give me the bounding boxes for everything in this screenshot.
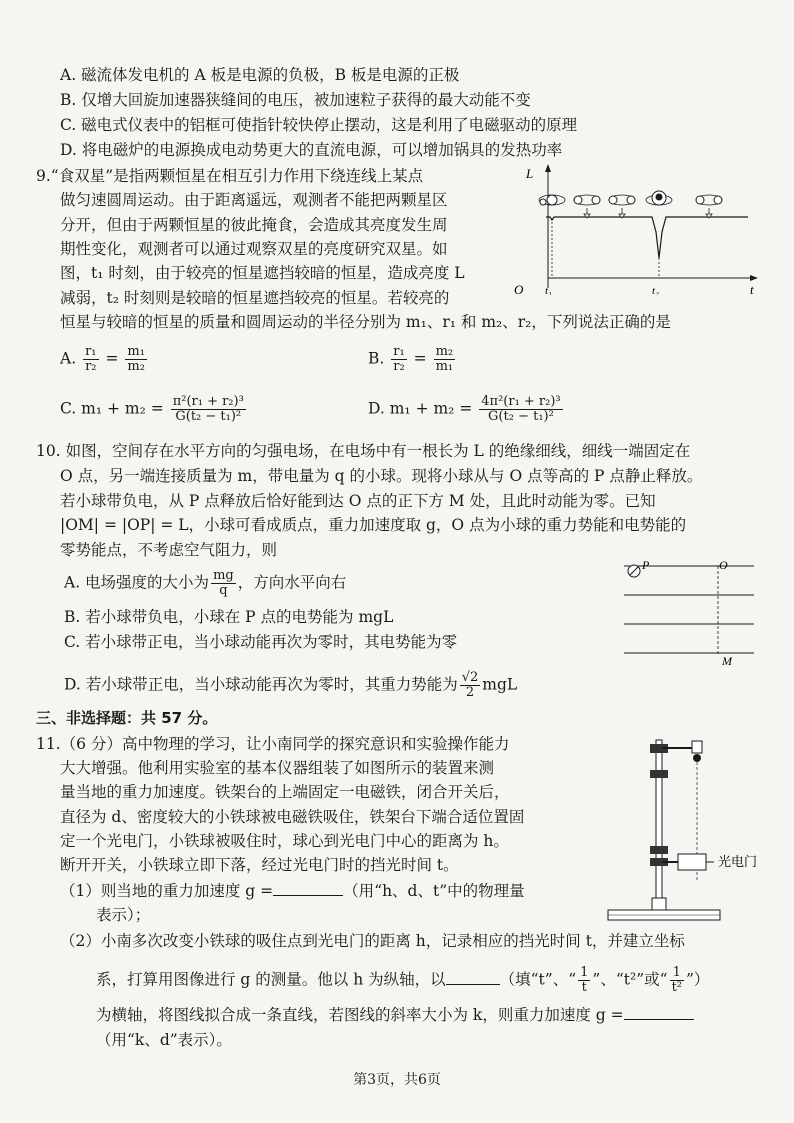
q11-sub1-line-1: （1）则当地的重力加速度 g = （用“h、d、t”中的物理量 <box>60 882 525 900</box>
q11-frac-1-over-t: $\frac{1}{t}$ <box>580 965 589 995</box>
o-label: O <box>719 558 728 572</box>
brightness-curve <box>546 217 748 258</box>
iron-ball-icon <box>693 754 701 762</box>
q8-option-a: A. 磁流体发电机的 A 板是电源的负极，B 板是电源的正极 <box>60 66 460 84</box>
q8-option-b: B. 仅增大回旋加速器狭缝间的电压，被加速粒子获得的最大动能不变 <box>60 91 531 109</box>
q10-option-d: D. 若小球带正电，当小球动能再次为零时，其重力势能为 $\frac{√2}{2}$ mgL <box>64 670 518 700</box>
q9-option-c-frac: $\frac{\text{π²(r₁ + r₂)³}}{\text{G(t₂ − t₁)²}}$ <box>172 394 244 424</box>
page-footer: 第3页，共6页 <box>353 1072 441 1088</box>
q11-sub2-line-2: 系，打算用图像进行 g 的测量。他以 h 为纵轴，以 （填“t”、“ $\frac{1}{t}$ ”、“t²”或“ $\frac{1}{\text{t²}}$ ”） <box>96 965 710 995</box>
q9-line-6: 减弱，t₂ 时刻则是较暗的恒星遮挡较亮的恒星。若较亮的 <box>60 289 450 307</box>
q9-line-2: 做匀速圆周运动。由于距离遥远，观测者不能把两颗星区 <box>60 191 448 209</box>
q11-sub2-line-3: 为横轴，将图线拟合成一条直线，若图线的斜率大小为 k，则重力加速度 g = <box>96 1004 694 1026</box>
stand-rod <box>656 740 662 898</box>
q10-line-3: 若小球带负电，从 P 点释放后恰好能到达 O 点的正下方 M 处，且此时动能为零。已知 <box>60 492 656 510</box>
q9-line-3: 分开，但由于两颗恒星的彼此掩食，会造成其亮度发生周 <box>60 216 448 234</box>
q10-option-c: C. 若小球带正电，当小球动能再次为零时，其电势能为零 <box>64 633 458 651</box>
q11-line-6: 断开开关，小铁球立即下落，经过光电门时的挡光时间 t。 <box>60 856 459 874</box>
t-axis-label: t <box>750 282 754 295</box>
lower-clamp <box>650 846 668 854</box>
q10-option-b: B. 若小球带负电，小球在 P 点的电势能为 mgL <box>64 608 394 626</box>
q11-apparatus-figure <box>600 730 770 925</box>
q9-option-a-frac-r: $\frac{\text{r₁}}{\text{r₂}}$ <box>85 344 97 374</box>
q10-line-1: 10. 如图，空间存在水平方向的匀强电场，在电场中有一根长为 L 的绝缘细线，细线一端固定在 <box>36 442 691 460</box>
q11-line-5: 定一个光电门，小铁球被吸住时，球心到光电门中心的距离为 h。 <box>60 832 509 850</box>
l-axis-arrow-icon <box>545 164 551 172</box>
q9-option-b-label: B. <box>368 349 385 368</box>
l-axis-label: L <box>526 166 534 181</box>
q9-light-curve-figure <box>512 160 772 295</box>
q11-answer-blank-2[interactable] <box>446 970 500 985</box>
q9-line-7: 恒星与较暗的恒星的质量和圆周运动的半径分别为 m₁、r₁ 和 m₂、r₂，下列说法正确的是 <box>60 313 671 331</box>
q9-option-a-frac-m: $\frac{\text{m₁}}{\text{m₂}}$ <box>127 344 145 374</box>
t2-label: t₂ <box>652 285 659 295</box>
q9-line-5: 图，t₁ 时刻，由于较亮的恒星遮挡较暗的恒星，造成亮度 L <box>60 264 465 282</box>
q11-line-3: 量当地的重力加速度。铁架台的上端固定一电磁铁，闭合开关后， <box>60 783 510 801</box>
eclipse-stage-1 <box>539 195 565 205</box>
origin-label: O <box>514 282 524 295</box>
eclipse-stage-4 <box>646 191 672 205</box>
photogate-icon <box>678 854 706 870</box>
q11-answer-blank-3[interactable] <box>624 1005 694 1020</box>
eclipse-stage-3 <box>609 195 635 205</box>
q8-option-d: D. 将电磁炉的电源换成电动势更大的直流电源，可以增加锅具的发热功率 <box>60 141 563 159</box>
q11-line-1: 11.（6 分）高中物理的学习，让小南同学的探究意识和实验操作能力 <box>36 735 510 753</box>
p-label: P <box>642 558 650 572</box>
q9-option-c: C. m₁ + m₂ = $\frac{\text{π²(r₁ + r₂)³}}{\text{G(t₂ − t₁)²}}$ <box>60 394 244 424</box>
m-label: M <box>722 654 732 668</box>
q9-option-d: D. m₁ + m₂ = $\frac{\text{4π²(r₁ + r₂)³}}{\text{G(t₂ − t₁)²}}$ <box>368 394 561 424</box>
t1-label: t₁ <box>545 285 552 295</box>
q9-option-a-label: A. <box>60 349 77 368</box>
t-axis-arrow-icon <box>750 275 758 281</box>
stand-foot <box>652 898 666 910</box>
q10-field-figure <box>620 556 760 668</box>
q9-option-b: B. $\frac{\text{r₁}}{\text{r₂}}$ = $\frac{\text{m₂}}{\text{m₁}}$ <box>368 344 454 374</box>
q9-option-b-frac-m: $\frac{\text{m₂}}{\text{m₁}}$ <box>435 344 454 374</box>
q11-answer-blank-1[interactable] <box>273 881 343 896</box>
clamp-2 <box>650 770 668 778</box>
electromagnet <box>692 741 702 753</box>
q10-option-d-frac: $\frac{√2}{2}$ <box>461 670 479 700</box>
q11-line-2: 大大增强。他利用实验室的基本仪器组装了如图所示的装置来测 <box>60 759 495 777</box>
section-3-heading: 三、非选择题：共 57 分。 <box>36 709 218 727</box>
q10-option-a-frac: $\frac{mg}{q}$ <box>213 568 234 598</box>
q9-option-a: A. $\frac{\text{r₁}}{\text{r₂}}$ = $\frac{\text{m₁}}{\text{m₂}}$ <box>60 344 145 374</box>
eclipse-stage-5 <box>696 195 722 205</box>
q10-line-4: |OM| = |OP| = L，小球可看成质点，重力加速度取 g，O 点为小球的重力势能和电势能的 <box>60 516 687 534</box>
q11-sub1-line-2: 表示）； <box>96 906 151 924</box>
q10-option-a: A. 电场强度的大小为 $\frac{mg}{q}$ ，方向水平向右 <box>64 568 347 598</box>
q9-option-d-frac: $\frac{\text{4π²(r₁ + r₂)³}}{\text{G(t₂ − t₁)²}}$ <box>481 394 561 424</box>
q11-line-4: 直径为 d、密度较大的小铁球被电磁铁吸住，铁架台下端合适位置固 <box>60 808 525 826</box>
photogate-label: 光电门 <box>718 854 758 869</box>
q9-line-1: 9.“食双星”是指两颗恒星在相互引力作用下绕连线上某点 <box>36 167 424 185</box>
q11-sub2-line-1: （2）小南多次改变小铁球的吸住点到光电门的距离 h，记录相应的挡光时间 t，并建立坐标 <box>60 932 685 950</box>
q9-line-4: 期性变化，观测者可以通过观察双星的亮度研究双星。如 <box>60 240 448 258</box>
q10-line-5: 零势能点，不考虑空气阻力，则 <box>60 541 278 559</box>
eclipse-stage-2 <box>574 195 600 205</box>
q10-line-2: O 点，另一端连接质量为 m，带电量为 q 的小球。现将小球从与 O 点等高的 P 点静止释放。 <box>60 467 703 485</box>
q11-frac-1-over-t2: $\frac{1}{\text{t²}}$ <box>671 965 682 995</box>
q9-option-b-frac-r: $\frac{\text{r₁}}{\text{r₂}}$ <box>393 344 405 374</box>
q8-option-c: C. 磁电式仪表中的铝框可使指针较快停止摆动，这是利用了电磁驱动的原理 <box>60 116 578 134</box>
q11-sub2-line-4: （用“k、d”表示）。 <box>96 1031 232 1049</box>
